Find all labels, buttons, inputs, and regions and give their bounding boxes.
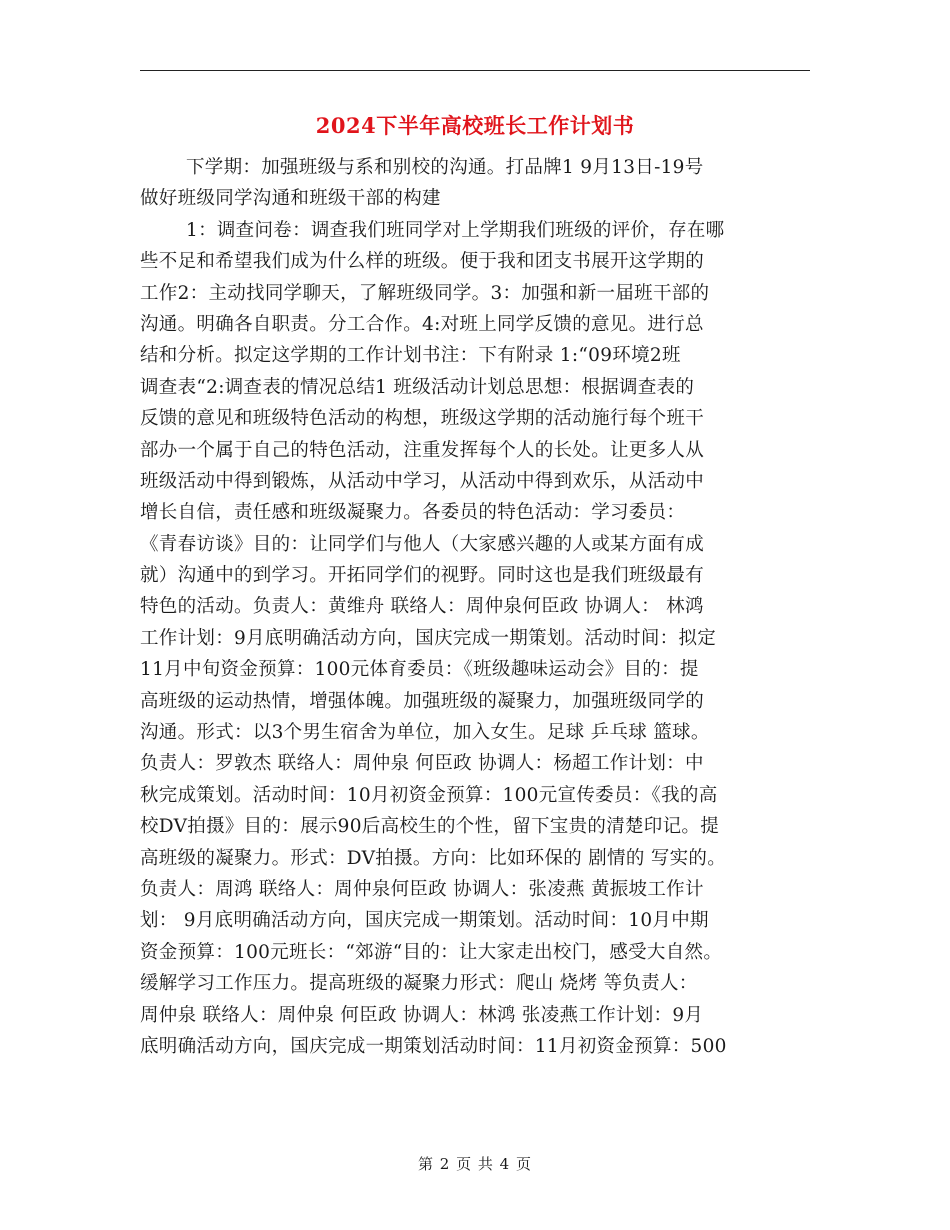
body-line: 反馈的意见和班级特色活动的构想，班级这学期的活动施行每个班干: [140, 408, 705, 430]
body-line: 资金预算：100元班长：“郊游“目的：让大家走出校门，感受大自然。: [140, 941, 723, 963]
page-number-footer: 第 2 页 共 4 页: [418, 1155, 532, 1173]
body-line: 高班级的运动热情，增强体魄。加强班级的凝聚力，加强班级同学的: [140, 690, 705, 712]
body-line: 沟通。形式：以3个男生宿舍为单位，加入女生。足球 乒乓球 篮球。: [140, 722, 710, 744]
body-line: 部办一个属于自己的特色活动，注重发挥每个人的长处。让更多人从: [140, 439, 705, 461]
body-line: 工作计划：9月底明确活动方向，国庆完成一期策划。活动时间：拟定: [140, 627, 717, 649]
body-line: 划： 9月底明确活动方向，国庆完成一期策划。活动时间：10月中期: [140, 910, 709, 932]
body-line: 1：调查问卷：调查我们班同学对上学期我们班级的评价，存在哪: [186, 219, 725, 241]
body-line: 沟通。明确各自职责。分工合作。4:对班上同学反馈的意见。进行总: [140, 313, 704, 335]
body-line: 特色的活动。负责人：黄维舟 联络人：周仲泉何臣政 协调人： 林鸿: [140, 596, 704, 618]
body-line: 班级活动中得到锻炼，从活动中学习，从活动中得到欢乐，从活动中: [140, 470, 705, 492]
body-line: 《青春访谈》目的：让同学们与他人（大家感兴趣的人或某方面有成: [140, 533, 705, 555]
body-line: 缓解学习工作压力。提高班级的凝聚力形式：爬山 烧烤 等负责人：: [140, 973, 698, 995]
document-title: 2024下半年高校班长工作计划书: [315, 113, 635, 138]
body-line: 调查表“2:调查表的情况总结1 班级活动计划总思想：根据调查表的: [140, 376, 695, 398]
body-line: 底明确活动方向，国庆完成一期策划活动时间：11月初资金预算：500: [140, 1035, 727, 1057]
document-body: [140, 152, 830, 1062]
body-line: 结和分析。拟定这学期的工作计划书注：下有附录 1:“09环境2班: [140, 345, 681, 367]
body-line: 做好班级同学沟通和班级干部的构建: [140, 188, 441, 210]
body-line: 工作2：主动找同学聊天，了解班级同学。3：加强和新一届班干部的: [140, 282, 710, 304]
body-line: 负责人：罗敦杰 联络人：周仲泉 何臣政 协调人：杨超工作计划：中: [140, 753, 704, 775]
body-line: 负责人：周鸿 联络人：周仲泉何臣政 协调人：张凌燕 黄振坡工作计: [140, 878, 704, 900]
body-line: 就）沟通中的到学习。开拓同学们的视野。同时这也是我们班级最有: [140, 565, 705, 587]
body-line: 秋完成策划。活动时间：10月初资金预算：100元宣传委员：《我的高: [140, 784, 718, 806]
body-line: 高班级的凝聚力。形式：DV拍摄。方向：比如环保的 剧情的 写实的。: [140, 847, 727, 869]
body-line: 下学期：加强班级与系和别校的沟通。打品牌1 9月13日-19号: [186, 157, 704, 178]
header-rule: [140, 70, 810, 71]
body-line: 周仲泉 联络人：周仲泉 何臣政 协调人：林鸿 张凌燕工作计划：9月: [140, 1004, 704, 1026]
body-line: 校DV拍摄》目的：展示90后高校生的个性，留下宝贵的清楚印记。提: [140, 816, 720, 838]
body-line: 增长自信，责任感和班级凝聚力。各委员的特色活动：学习委员：: [140, 502, 686, 524]
body-line: 11月中旬资金预算：100元体育委员：《班级趣味运动会》目的：提: [140, 659, 699, 681]
body-line: 些不足和希望我们成为什么样的班级。便于我和团支书展开这学期的: [140, 251, 705, 273]
